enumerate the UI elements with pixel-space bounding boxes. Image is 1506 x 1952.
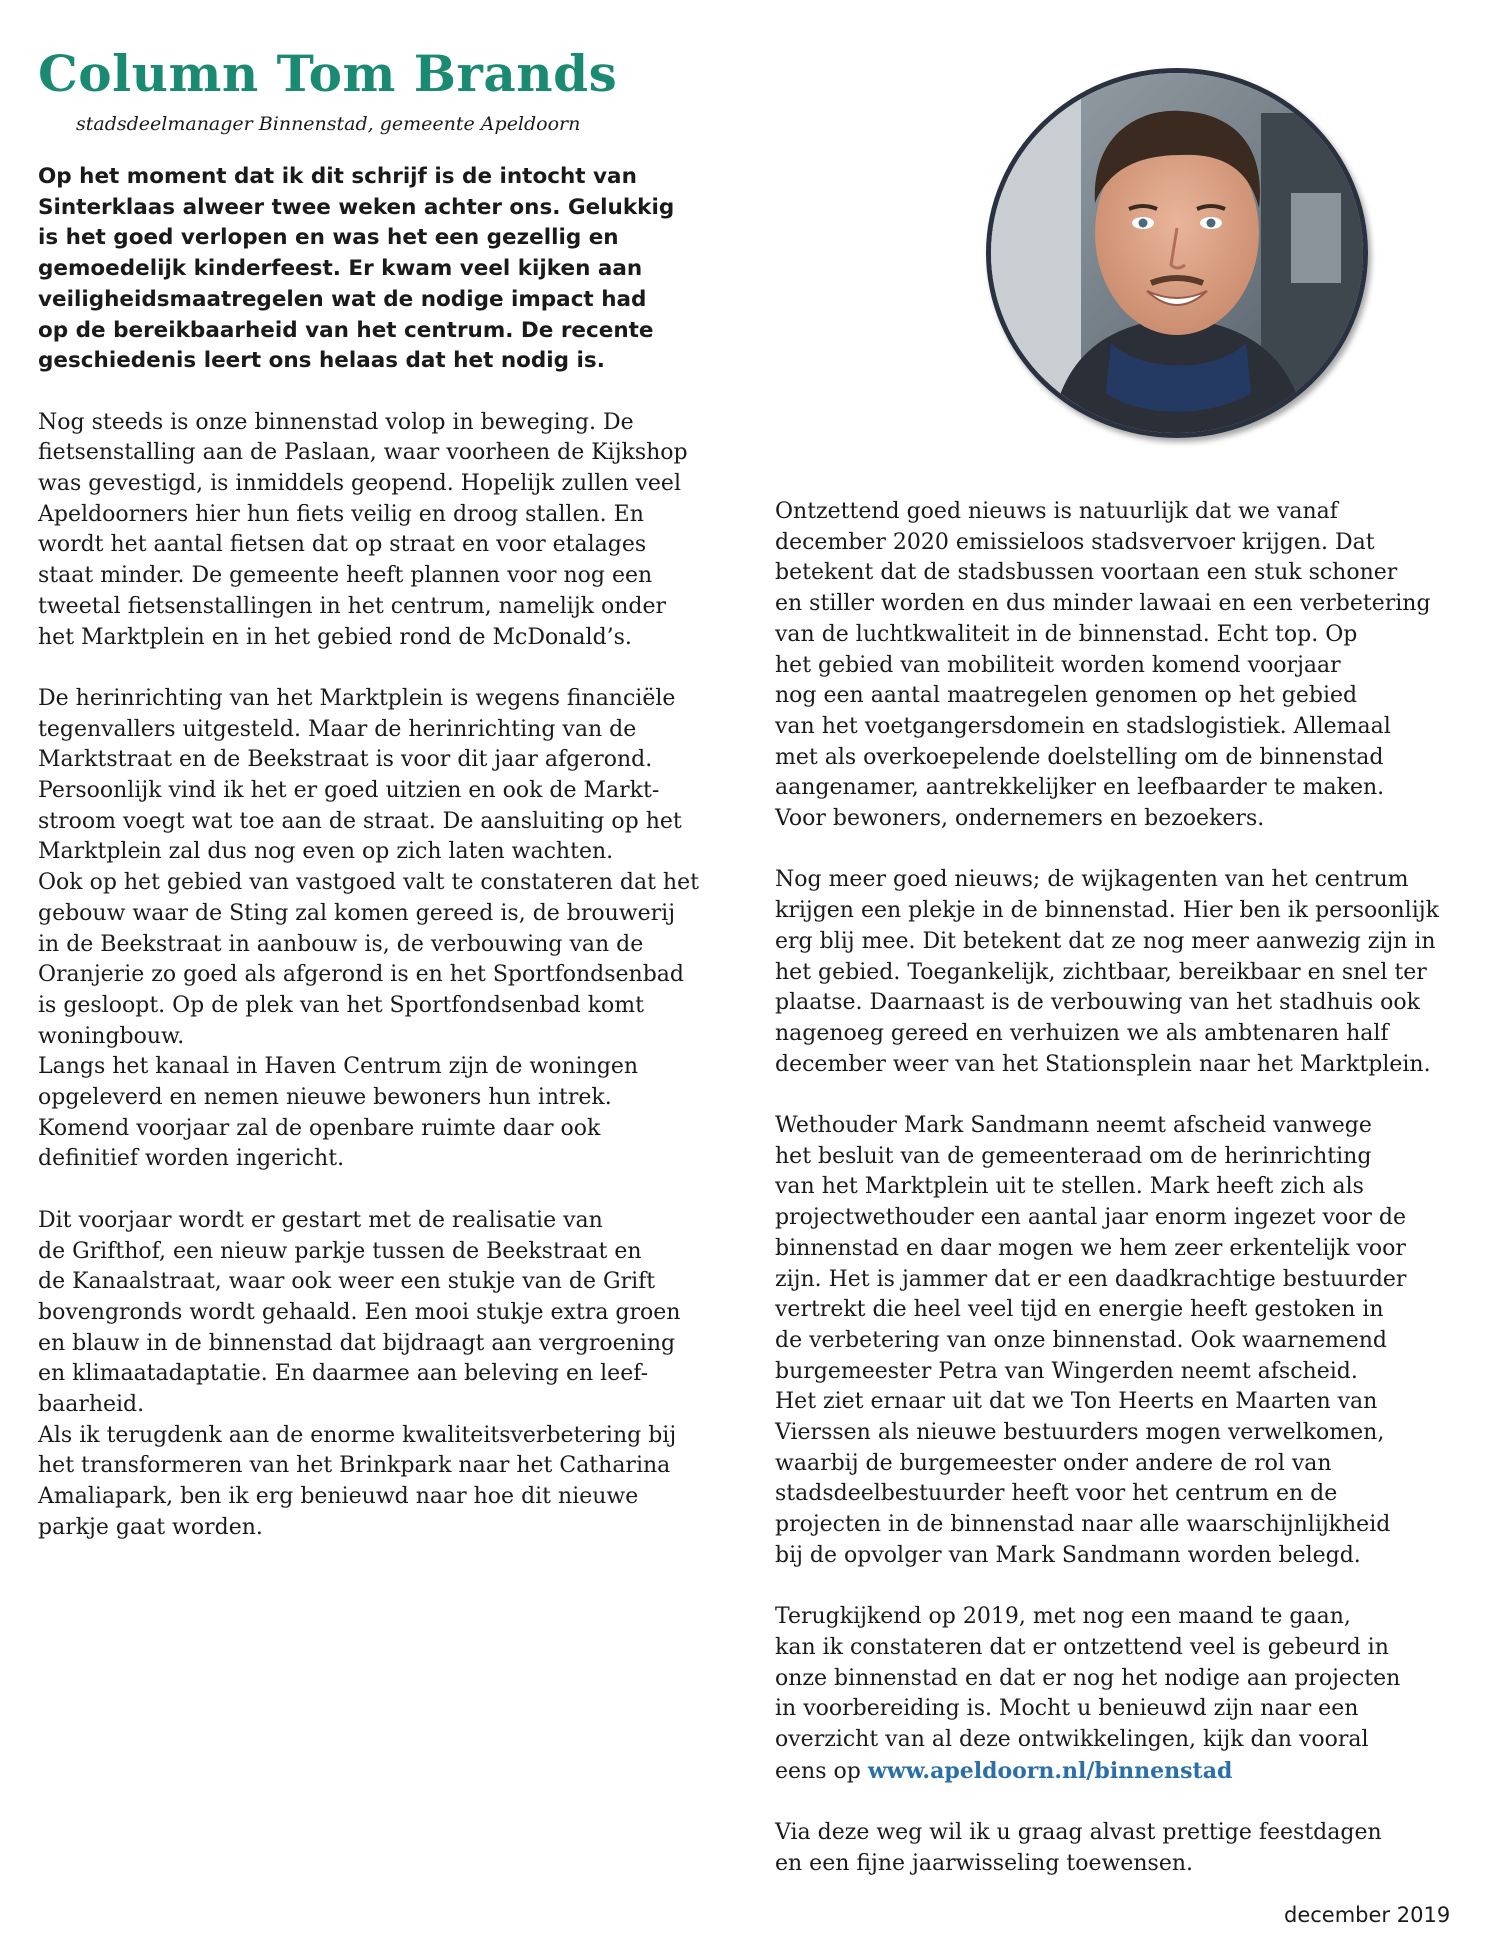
- paragraph-wijkagenten: Nog meer goed nieuws; de wijkagenten van het centrum krijgen een plekje in de binnenstad. Hier ben ik persoonlijk erg blij mee. Dit betekent dat ze nog meer aanwezig zijn in het gebied. Toegankelijk, zichtbaar, bereikbaar en snel ter plaatse. Daarnaast is de verbouwing van het stadhuis ook nagenoeg gereed en verhuizen we als ambtenaren half december weer van het Stationsplein naar het Marktplein.: [775, 867, 1439, 1077]
- lead-paragraph: Op het moment dat ik dit schrijf is de intocht van Sinterklaas alweer twee weken achter ons. Gelukkig is het goed verlopen en was het een gezellig en gemoedelijk kinderfeest. Er kwam veel kijken aan veiligheidsmaatregelen wat de nodige impact had op de bereikbaarheid van het centrum. De recente geschiedenis leert ons helaas dat het nodig is.: [38, 164, 675, 374]
- paragraph-terugkijkend: [775, 1602, 1475, 1787]
- paragraph-grifthof: Dit voorjaar wordt er gestart met de realisatie van de Grifthof, een nieuw parkje tussen de Beekstraat en de Kanaalstraat, waar ook weer een stukje van de Grift bovengronds wordt gehaald. Een mooi stukje extra groen en blauw in de binnenstad dat bijdraagt aan vergroening en klimaatadaptatie. En daarmee aan beleving en leef- baarheid. Als ik terugdenk aan de enorme kwaliteitsverbetering bij het transformeren van het Brinkpark naar het Catharina Amaliapark, ben ik erg benieuwd naar hoe dit nieuwe parkje gaat worden.: [38, 1207, 681, 1540]
- paragraph-wethouder: Wethouder Mark Sandmann neemt afscheid vanwege het besluit van de gemeenteraad om de herinrichting van het Marktplein uit te stellen. Mark heeft zich als projectwethouder een aantal jaar enorm ingezet voor de binnenstad en daar mogen we hem zeer erkentelijk voor zijn. Het is jammer dat er een daadkrachtige bestuurder vertrekt die heel veel tijd en energie heeft gestoken in de verbetering van onze binnenstad. Ook waarnemend burgemeester Petra van Wingerden neemt afscheid. Het ziet ernaar uit dat we Ton Heerts en Maarten van Vierssen als nieuwe bestuurders mogen verwelkomen, waarbij de burgemeester onder andere de rol van stadsdeelbestuurder heeft voor het centrum en de projecten in de binnenstad naar alle waarschijnlijkheid bij de opvolger van Mark Sandmann worden belegd.: [775, 1113, 1407, 1568]
- left-column: [38, 162, 718, 1544]
- author-subtitle: stadsdeelmanager Binnenstad, gemeente Apeldoorn: [76, 113, 581, 135]
- paragraph-herinrichting: De herinrichting van het Marktplein is wegens financiële tegenvallers uitgesteld. Maar de herinrichting van de Marktstraat en de Beekstraat is voor dit jaar afgerond. Persoonlijk vind ik het er goed uitzien en ook de Markt- stroom voegt wat toe aan de straat. De aansluiting op het Marktplein zal dus nog even op zich laten wachten. Ook op het gebied van vastgoed valt te constateren dat het gebouw waar de Sting zal komen gereed is, de brouwerij in de Beekstraat in aanbouw is, de verbouwing van de Oranjerie zo goed als afgerond is en het Sportfondsenbad is gesloopt. Op de plek van het Sportfondsenbad komt woningbouw. Langs het kanaal in Haven Centrum zijn de woningen opgeleverd en nemen nieuwe bewoners hun intrek. Komend voorjaar zal de openbare ruimte daar ook definitief worden ingericht.: [38, 685, 699, 1172]
- page-title: Column Tom Brands: [38, 44, 618, 103]
- paragraph-fietsenstalling: Nog steeds is onze binnenstad volop in beweging. De fietsenstalling aan de Paslaan, waar voorheen de Kijkshop was gevestigd, is inmiddels geopend. Hopelijk zullen veel Apeldoorners hier hun fiets veilig en droog stallen. En wordt het aantal fietsen dat op straat en voor etalages staat minder. De gemeente heeft plannen voor nog een tweetal fietsenstallingen in het centrum, namelijk onder het Marktplein en in het gebied rond de McDonald’s.: [38, 409, 688, 650]
- terugkijkend-text: Terugkijkend op 2019, met nog een maand te gaan, kan ik constateren dat er ontzettend veel is gebeurd in onze binnenstad en dat er nog het nodige aan projecten in voorbereiding is. Mocht u benieuwd zijn naar een overzicht van al deze ontwikkelingen, kijk dan vooral eens op: [775, 1604, 1401, 1784]
- issue-date: december 2019: [1284, 1903, 1451, 1927]
- paragraph-stadsvervoer: Ontzettend goed nieuws is natuurlijk dat we vanaf december 2020 emissieloos stadsvervoer krijgen. Dat betekent dat de stadsbussen voortaan een stuk schoner en stiller worden en dus minder lawaai en een verbetering van de luchtkwaliteit in de binnenstad. Echt top. Op het gebied van mobiliteit worden komend voorjaar nog een aantal maatregelen genomen op het gebied van het voetgangersdomein en stadslogistiek. Allemaal met als overkoepelende doelstelling om de binnenstad aangenamer, aantrekkelijker en leefbaarder te maken. Voor bewoners, ondernemers en bezoekers.: [775, 499, 1431, 832]
- right-column: [775, 497, 1475, 1880]
- binnenstad-link[interactable]: www.apeldoorn.nl/binnenstad: [867, 1757, 1233, 1784]
- paragraph-feestdagen: Via deze weg wil ik u graag alvast prettige feestdagen en een fijne jaarwisseling toewensen.: [775, 1820, 1382, 1876]
- portrait-photo: [986, 68, 1368, 438]
